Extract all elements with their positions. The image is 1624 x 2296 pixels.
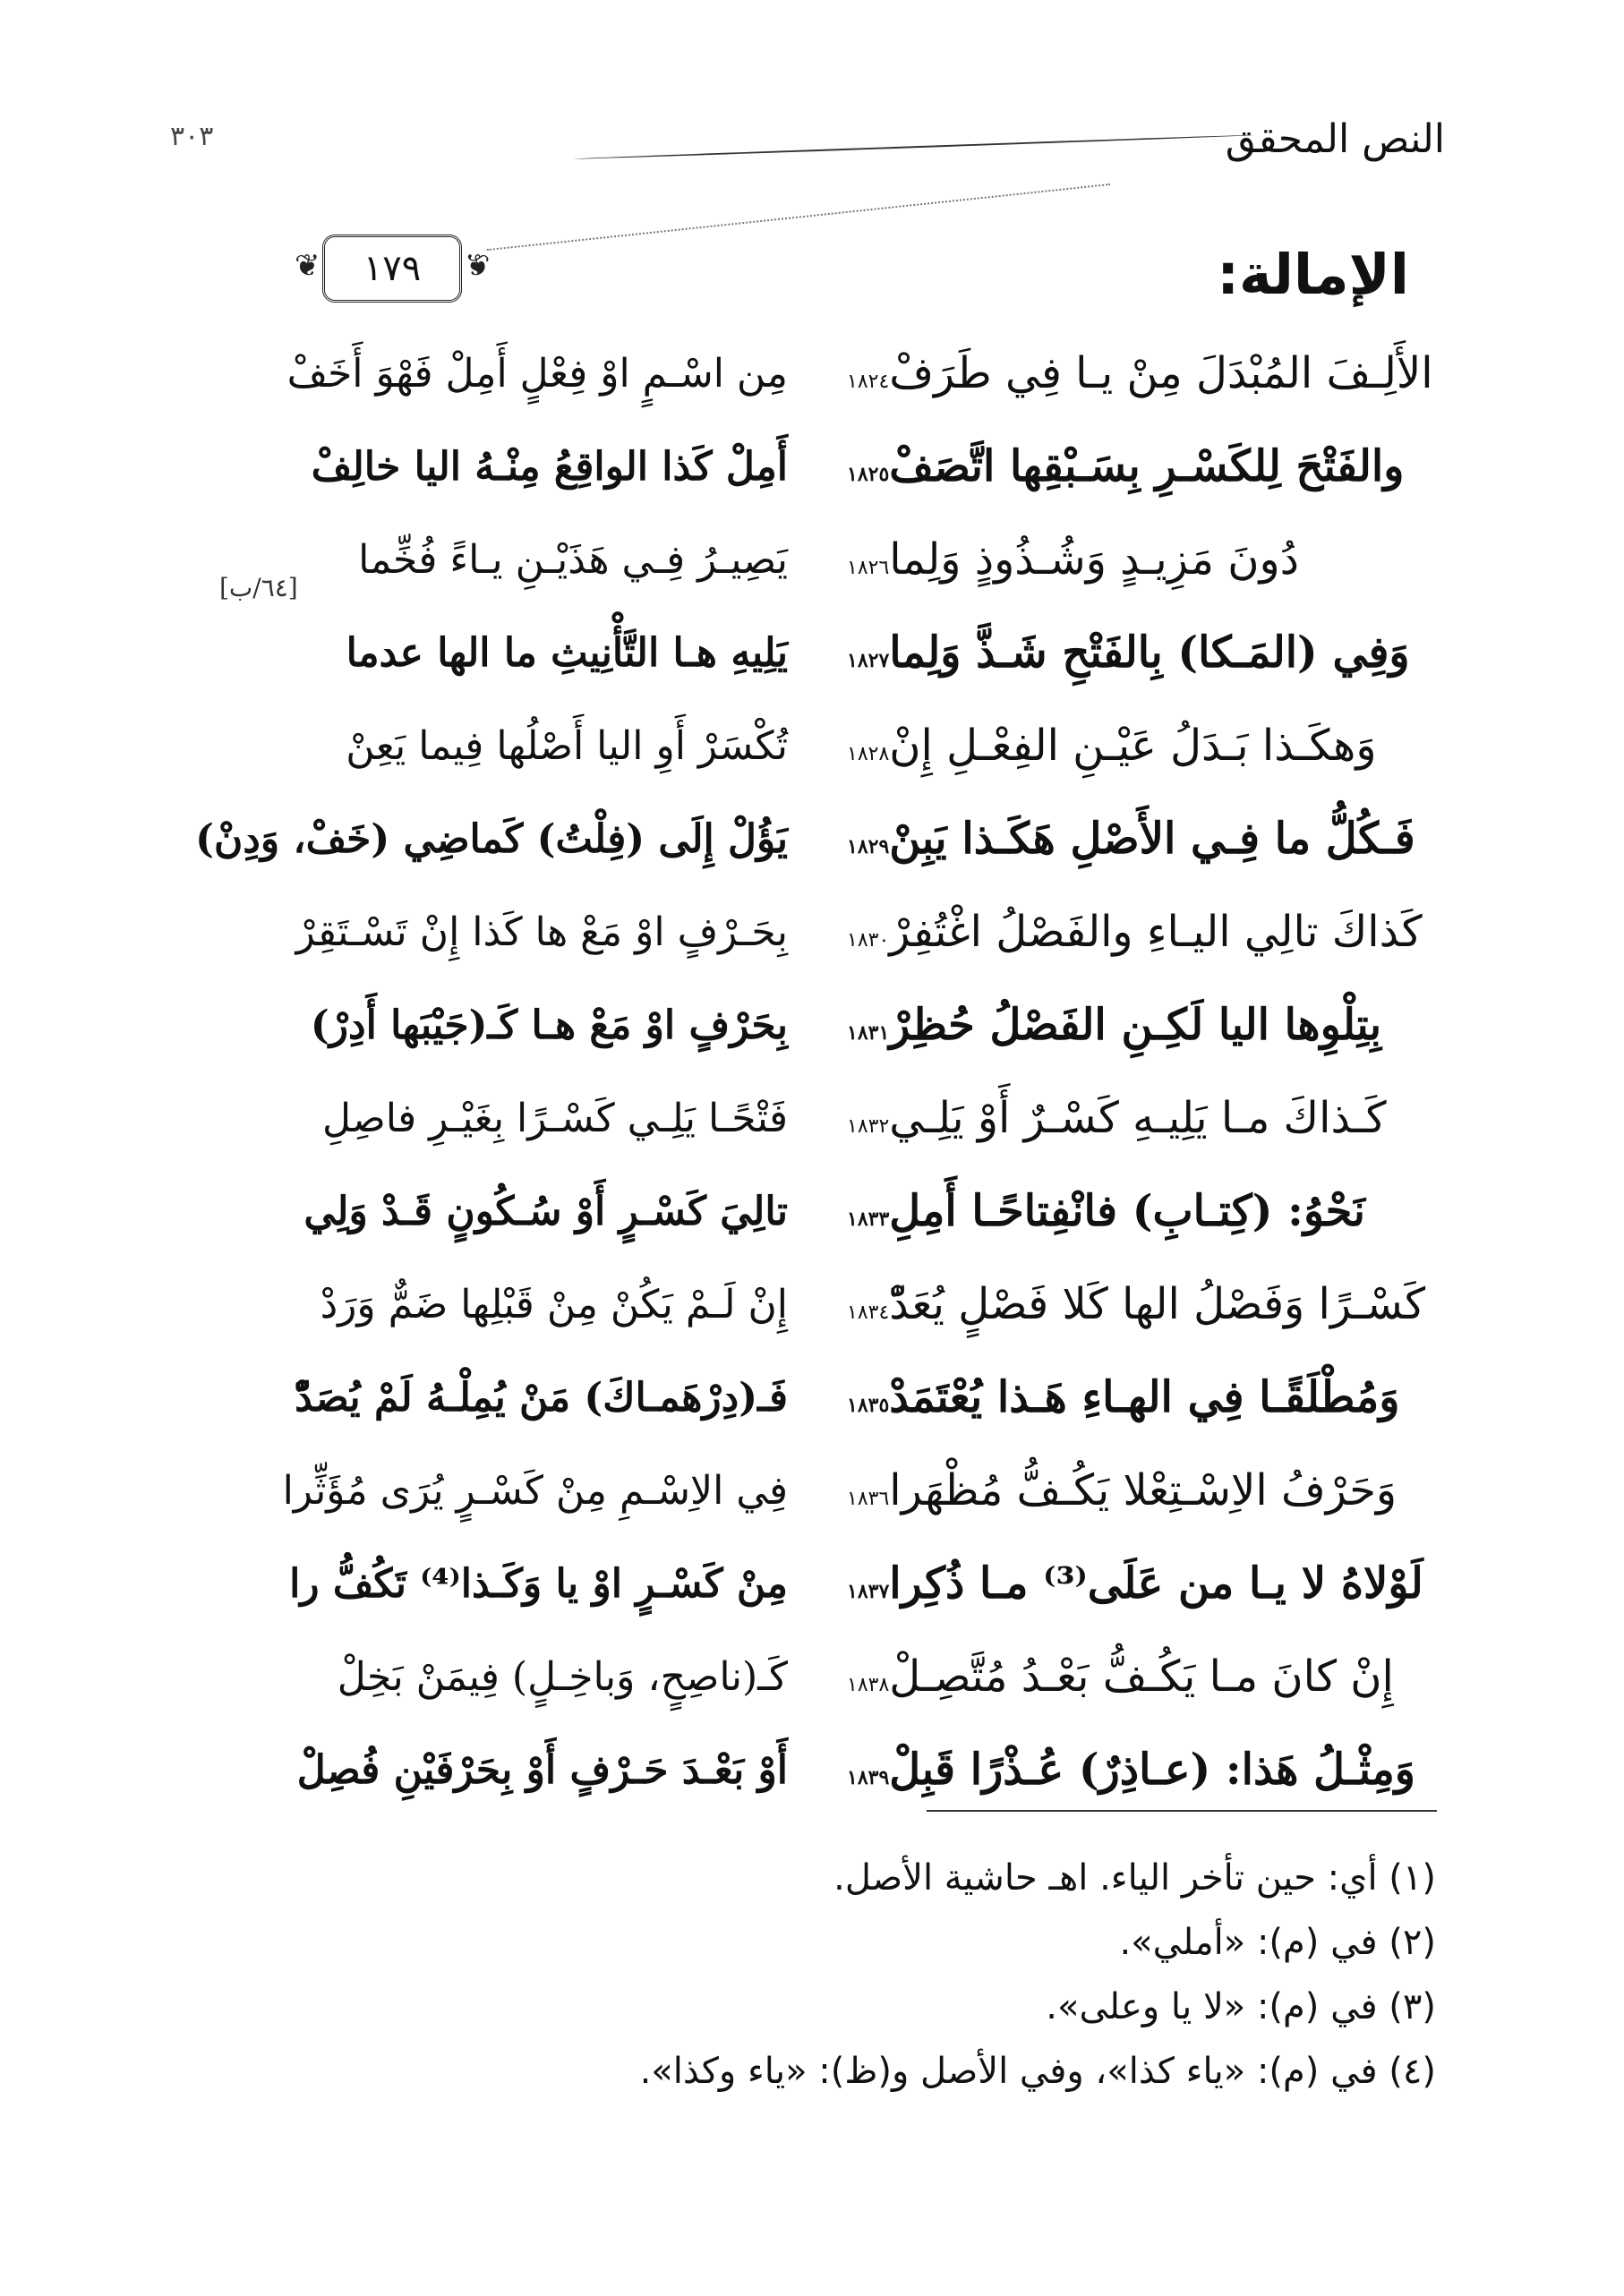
verse-number: ١٨٢٦ (847, 557, 890, 579)
hemistich-text: وَفِي (المَـكا) بِالفَتْحِ شَـذَّ وَلِما (889, 627, 1410, 678)
verse-number: ١٨٣٩ (847, 1766, 890, 1789)
hemistich-text: لَوْلاهُ لا يـا من عَلَى⁽³⁾ مـا ذُكِرا (889, 1558, 1423, 1609)
verse-first-hemistich (842, 721, 1450, 771)
verse-first-hemistich (842, 1000, 1450, 1050)
manuscript-folio-note: [٦٤/ب] (219, 573, 298, 602)
verse-first-hemistich (842, 814, 1450, 864)
verse-second-hemistich: كَـ(ناصِحٍ، وَباخِـلٍ) فِيمَنْ بَخِلْ (337, 1653, 788, 1700)
page-number: ❦ ١٧٩ (363, 248, 422, 289)
verse-second-hemistich: يَلِيهِ هـا التَّأْنِيثِ ما الها عدما (346, 629, 788, 676)
corner-mark: ٣٠٣ (170, 121, 214, 152)
verse-row (206, 420, 1450, 513)
verse-second-hemistich: إِنْ لَـمْ يَكُنْ مِنْ قَبْلِها ضَمٌّ وَرَدْ (320, 1281, 788, 1327)
footnote-separator (927, 1810, 1437, 1812)
hemistich-text: وَمُطْلَقًـا فِي الهـاءِ هَـذا يُعْتَمَدْ (889, 1372, 1400, 1422)
verse-number: ١٨٣١ (847, 1021, 890, 1045)
verse-number: ١٨٢٤ (847, 371, 890, 393)
footnote: (٣) في (م): «لا يا وعلى». (1046, 1986, 1436, 2027)
verse-number: ١٨٣٢ (847, 1115, 890, 1138)
verse-row (206, 1071, 1450, 1165)
hemistich-text: فَـكُلُّ ما فِـي الأَصْلِ هَكَـذا يَبِنْ (889, 814, 1415, 864)
hemistich-text: دُونَ مَزِيـدٍ وَشُـذُوذٍ وَلِما (889, 534, 1300, 585)
footnote: (٢) في (م): «أملي». (1119, 1922, 1436, 1963)
verse-first-hemistich (842, 348, 1450, 398)
hemistich-text: نَحْوُ: (كِتـابِ) فانْفِتاحًـا أَمِلِ (889, 1186, 1365, 1236)
verse-row (206, 513, 1450, 606)
verse-first-hemistich (842, 1279, 1450, 1329)
verse-first-hemistich (842, 1745, 1450, 1795)
hemistich-text: وَحَرْفُ الاِسْـتِعْلا يَكُـفُّ مُظْهَرا (889, 1465, 1397, 1515)
verse-number: ١٨٢٨ (847, 743, 890, 765)
verse-first-hemistich (842, 1372, 1450, 1422)
verse-second-hemistich: تُكْسَرْ أَوِ اليا أَصْلُها فِيما يَعِنْ (346, 722, 788, 769)
verse-second-hemistich: مِنْ كَسْـرٍ اوْ يا وَكَـذا⁽⁴⁾ تَكُفُّ را (289, 1560, 788, 1607)
verse-row (195, 792, 1450, 885)
verse-first-hemistich (842, 1093, 1450, 1143)
verse-row (206, 1258, 1450, 1351)
verse-row (206, 1165, 1450, 1258)
hemistich-text: وَمِثْـلُ هَذا: (عـاذِرٌ) عُـذْرًا قَبِلْ (889, 1745, 1415, 1795)
verse-second-hemistich: مِن اسْـمٍ اوْ فِعْلٍ أَمِلْ فَهْوَ أَخَفْ (286, 350, 788, 397)
verse-row (206, 1630, 1450, 1723)
verse-row (206, 1351, 1450, 1444)
verse-second-hemistich: أَمِلْ كَذا الواقِعُ مِنْـهُ اليا خالِفْ (311, 443, 788, 490)
hemistich-text: كَسْـرًا وَفَصْلُ الها كَلا فَصْلٍ يُعَدّْ (889, 1279, 1426, 1329)
verse-first-hemistich (842, 1186, 1450, 1236)
verse-second-hemistich: تالِيَ كَسْـرٍ أَوْ سُـكُونٍ قَـدْ وَلِي (303, 1188, 788, 1234)
running-title: النص المحقق (1225, 116, 1445, 162)
verse-second-hemistich: بِحَـرْفٍ اوْ مَعْ ها كَذا إِنْ تَسْـتَقِرْ (295, 909, 788, 955)
verse-number: ١٨٢٧ (847, 649, 890, 672)
hemistich-text: والفَتْحَ لِلكَسْـرِ بِسَـبْقِها اتَّصَفْ (889, 441, 1405, 491)
verse-second-hemistich: فَتْحًـا يَلِـي كَسْـرًا بِغَيْـرِ فاصِلِ (322, 1095, 788, 1141)
hemistich-text: كَذاكَ تالِي اليـاءِ والفَصْلُ اغْتُفِرْ (889, 907, 1423, 957)
verse-first-hemistich (842, 627, 1450, 678)
verse-first-hemistich (842, 1558, 1450, 1609)
verse-row (206, 327, 1450, 420)
verse-first-hemistich (842, 1652, 1450, 1702)
verse-number: ١٨٣٥ (847, 1394, 890, 1417)
header-rule (573, 134, 1253, 160)
verse-row (206, 1723, 1450, 1816)
verse-number: ١٨٣٧ (847, 1580, 890, 1603)
footnotes (380, 1857, 1436, 2115)
footnote: (١) أي: حين تأخر الياء. اهـ حاشية الأصل. (833, 1857, 1436, 1899)
verse-number: ١٨٢٥ (847, 463, 890, 486)
verse-row (206, 1444, 1450, 1537)
hemistich-text: كَـذاكَ مـا يَلِيـهِ كَسْـرٌ أَوْ يَلِـي (889, 1093, 1387, 1143)
hemistich-text: الأَلِـفَ المُبْدَلَ مِنْ يـا فِي طَرَفْ (889, 348, 1433, 398)
verse-row (206, 1537, 1450, 1630)
verse-second-hemistich: فِي الاِسْـمِ مِنْ كَسْـرٍ يُرَى مُؤَثِّرا (282, 1467, 788, 1514)
verse-first-hemistich (842, 534, 1450, 585)
header-dotted-rule (487, 184, 1110, 251)
verse-first-hemistich (842, 441, 1450, 491)
verse-row (206, 699, 1450, 792)
verse-first-hemistich (842, 1465, 1450, 1515)
verse-second-hemistich: يَؤُلْ إِلَى (فِلْتُ) كَماضِي (خَفْ، وَدِنْ) (195, 815, 788, 862)
verse-number: ١٨٢٩ (847, 835, 890, 858)
verse-number: ١٨٣٨ (847, 1674, 890, 1696)
verse-number: ١٨٣٦ (847, 1488, 890, 1510)
footnote: (٤) في (م): «ياء كذا»، وفي الأصل و(ظ): «ياء وكذا». (639, 2051, 1436, 2092)
verse-row (206, 885, 1450, 978)
verse-second-hemistich: بِحَرْفٍ اوْ مَعْ هـا كَـ(جَيْبَها أَدِرْ) (310, 1002, 788, 1048)
page-number-frame (322, 235, 462, 303)
verse-second-hemistich: فَـ(دِرْهَمـاكَ) مَنْ يُمِلْـهُ لَمْ يُصَدّْ (295, 1374, 788, 1421)
verse-row (206, 978, 1450, 1071)
hemistich-text: بِتِلْوِها اليا لَكِـنِ الفَصْلُ حُظِرْ (889, 1000, 1382, 1050)
verse-number: ١٨٣٠ (847, 929, 890, 952)
verse-second-hemistich: أَوْ بَعْـدَ حَـرْفٍ أَوْ بِحَرْفَيْنِ فُصِلْ (296, 1746, 788, 1793)
verse-row (206, 606, 1450, 699)
verse-number: ١٨٣٣ (847, 1208, 890, 1231)
hemistich-text: وَهكَـذا بَـدَلُ عَيْـنِ الفِعْـلِ إِنْ (889, 721, 1377, 771)
hemistich-text: إِنْ كانَ مـا يَكُـفُّ بَعْـدُ مُتَّصِـلْ (889, 1652, 1394, 1702)
verse-list (195, 327, 1450, 1816)
verse-second-hemistich: يَصِيـرُ فِـي هَذَيْـنِ يـاءً فُخِّما (358, 536, 788, 583)
verse-number: ١٨٣٤ (847, 1302, 890, 1324)
section-heading: الإمالة: (1217, 242, 1409, 307)
verse-first-hemistich (842, 907, 1450, 957)
